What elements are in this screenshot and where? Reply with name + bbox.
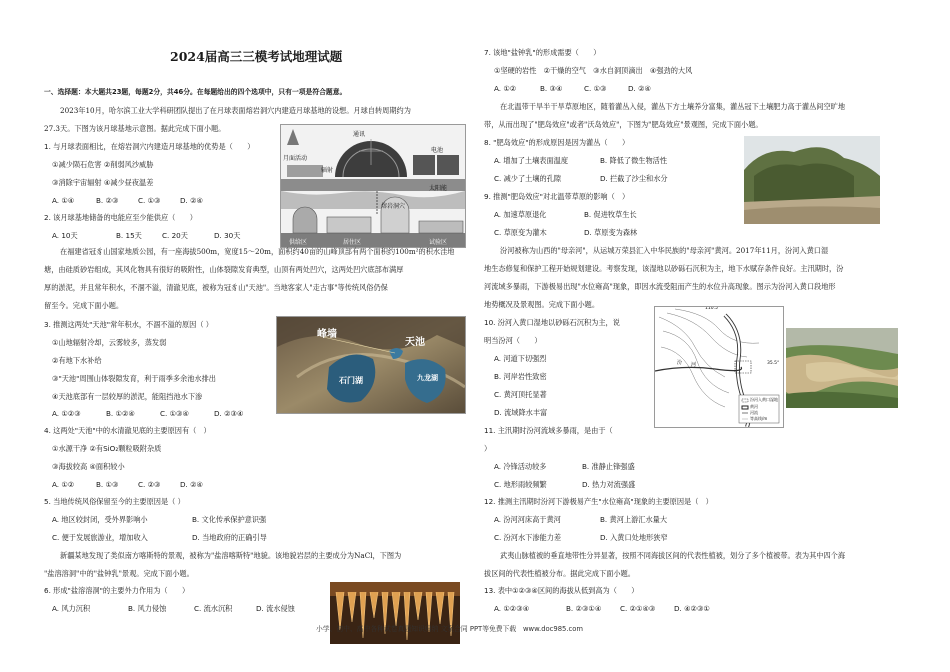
answer-d[interactable]: D. 拦截了沙尘和水分: [600, 174, 668, 183]
answer-b[interactable]: B. ②③: [96, 196, 119, 205]
question-9-stem: 9. 推测"肥岛效应"对北温带草原的影响（ ）: [484, 192, 630, 201]
intro-text: 在福建省冠豸山国家地质公园，有一座海拔500m，宽度15～20m，面积约40亩的山峰顶部有两个面积约100m²的积水洼地: [60, 247, 455, 256]
answer-d[interactable]: D. ④②③①: [674, 604, 710, 613]
fig1-label: 电池: [431, 147, 444, 154]
fig1-label: 辐射: [321, 167, 334, 174]
intro-text: 塘，由硅质砂岩组成，其风化物具有很好的吸附性，山体裂隙发育典型，山顶有两处凹穴，这两处凹穴底部布满厚: [44, 265, 404, 274]
lunar-base-figure: [280, 124, 466, 248]
question-4-option-line: ①水源干净 ②有SiO₂颗粒吸附杂质: [52, 444, 162, 453]
intro-text: 地势概况及景观图。完成下面小题。: [484, 300, 600, 309]
fig2-label: 石门湖: [339, 376, 363, 385]
tianchi-aerial-image: [277, 317, 465, 413]
answer-c[interactable]: C. 草原变为灌木: [494, 228, 547, 237]
fig1-label: 月面活动: [283, 155, 308, 162]
answer-b[interactable]: B. 降低了微生物活性: [600, 156, 668, 165]
fig2-label: 峰墙: [317, 329, 337, 340]
answer-b[interactable]: B. 黄河上游汇水量大: [600, 515, 668, 524]
intro-text: "盐溶溶洞"中的"盐钟乳"景观。完成下面小题。: [44, 569, 194, 578]
salt-stalactite-photo: [330, 582, 460, 644]
question-3-option-line: ③"天池"周围山体裂隙发育，利于雨季多余池水排出: [52, 374, 216, 383]
fertile-island-photo: [744, 136, 880, 224]
answer-b[interactable]: B. 15天: [116, 231, 142, 240]
fen-river-photo: [786, 328, 898, 408]
answer-d[interactable]: D. 流水侵蚀: [256, 604, 295, 613]
question-1-option-line: ③消除宇宙辐射 ④减少昼夜温差: [52, 178, 154, 187]
question-11-stem: 11. 主汛期时汾河流域多暴雨，是由于（: [484, 426, 613, 435]
question-3-stem: 3. 推测这两处"天池"常年积水，不涸不溢的原因（ ）: [44, 320, 213, 329]
answer-c[interactable]: C. 减少了土壤的孔隙: [494, 174, 562, 183]
fig1-label: 太阳能: [429, 185, 448, 192]
intro-text: 汾河被称为山西的"母亲河"，从运城万荣县汇入中华民族的"母亲河"黄河。2017年11月，汾河入黄口湿: [500, 246, 829, 255]
question-3-option-line: ①山地辐射冷却，云雾较多，蒸发弱: [52, 338, 167, 347]
answer-b[interactable]: B. 风力侵蚀: [128, 604, 167, 613]
fig1-label: 试验区: [429, 239, 448, 246]
fig4-label: 河: [691, 362, 697, 368]
answer-c[interactable]: C. ②①④③: [620, 604, 656, 613]
answer-c[interactable]: C. ①③: [138, 196, 161, 205]
salt-stalactite-figure: [330, 582, 460, 644]
intro-text: 在北温带干旱半干旱草原地区，随着灌丛入侵，灌丛下方土壤养分富集，灌丛冠下土壤肥力高于灌丛间空旷地: [500, 102, 846, 111]
intro-text: 27.3天。下图为该月球基地示意图。据此完成下面小题。: [44, 124, 226, 133]
answer-a[interactable]: A. ①②③④: [494, 604, 530, 613]
fen-river-contour-map: [655, 307, 783, 427]
answer-c[interactable]: C. 20天: [162, 231, 188, 240]
intro-text: 留至今。完成下面小题。: [44, 301, 124, 310]
question-2-stem: 2. 该月球基地储备的电能应至少能供应（ ）: [44, 213, 197, 222]
fig2-label: 天池: [405, 337, 425, 348]
fig1-label: 供给区: [289, 239, 308, 246]
fig4-label: 110.5°: [705, 306, 721, 311]
answer-b[interactable]: B. ②③①④: [566, 604, 602, 613]
question-3-option-line: ④天池底部有一层较厚的淤泥，能阻挡池水下渗: [52, 392, 203, 401]
question-13-stem: 13. 表中①②③④区间的海拔从低到高为（ ）: [484, 586, 639, 595]
answer-d[interactable]: D. 入黄口处地形狭窄: [600, 533, 668, 542]
answer-b[interactable]: B. ①③: [96, 480, 119, 489]
question-1-stem: 1. 与月球表面相比，在熔岩洞穴内建造月球基地的优势是（ ）: [44, 142, 255, 151]
fig4-label: 35.5°: [767, 361, 780, 366]
answer-a[interactable]: A. ①②③: [52, 409, 81, 418]
question-5-stem: 5. 当地传统风俗保留至今的主要原因是（ ）: [44, 497, 185, 506]
fig1-label: 通讯: [353, 131, 366, 138]
answer-a[interactable]: A. 10天: [52, 231, 78, 240]
answer-d[interactable]: D. ②④: [180, 196, 203, 205]
intro-text: 新疆某地发现了类似南方喀斯特的景观，被称为"盐溶喀斯特"地貌。该地貌岩层的主要成分为NaCl，下图为: [60, 551, 402, 560]
answer-c[interactable]: C. 汾河水下渗能力差: [494, 533, 562, 542]
answer-c[interactable]: C. ②③: [138, 480, 161, 489]
intro-text: 武夷山脉植被的垂直地带性分异显著，按照不同海拔区间的代表性植被，划分了多个植被带。表为其中四个海: [500, 551, 846, 560]
question-10-stem: 明当汾河（ ）: [484, 336, 542, 345]
question-6-stem: 6. 形成"盐溶溶洞"的主要外力作用为（ ）: [44, 586, 190, 595]
answer-c[interactable]: C. 便于发展旅游业，增加收入: [52, 533, 148, 542]
question-8-stem: 8. "肥岛效应"的形成原因是因为灌丛（ ）: [484, 138, 630, 147]
answer-d[interactable]: D. ②④: [628, 84, 651, 93]
answer-a[interactable]: A. 冷锋活动较多: [494, 462, 547, 471]
answer-a[interactable]: A. 增加了土壤表面温度: [494, 156, 569, 165]
answer-c[interactable]: C. ①③④: [160, 409, 189, 418]
answer-a[interactable]: A. 地区较封闭，受外界影响小: [52, 515, 148, 524]
answer-d[interactable]: D. ②③④: [214, 409, 244, 418]
wetland-aerial-photo: [786, 328, 898, 408]
answer-b[interactable]: B. 文化传承保护意识强: [192, 515, 267, 524]
intro-text: 2023年10月，哈尔滨工业大学科研团队提出了在月球表面熔岩洞穴内建造月球基地的设想。月球自转周期约为: [60, 106, 411, 115]
answer-d[interactable]: D. 当地政府的正确引导: [192, 533, 267, 542]
question-10-stem: 10. 汾河入黄口湿地以砂砾石沉积为主，说: [484, 318, 620, 327]
question-4-option-line: ③海拔较高 ④面积较小: [52, 462, 125, 471]
intro-text: 厚的淤泥，并且常年积水，不涸不溢，清澈见底，被称为冠豸山"天池"。当地客家人"走古事"等传统风俗仍保: [44, 283, 388, 292]
intro-text: 河流域多暴雨，下游极易出现"水位雍高"现象，即因水流受阻而产生的水位升高现象。图示为汾河入黄口段地形: [484, 282, 836, 291]
fig2-label: 九龙湖: [417, 374, 438, 382]
question-11-stem: ）: [484, 444, 492, 453]
question-7-stem: 7. 该地"盐钟乳"的形成需要（ ）: [484, 48, 601, 57]
answer-a[interactable]: A. 加速草原退化: [494, 210, 547, 219]
answer-b[interactable]: B. ①②④: [106, 409, 135, 418]
intro-text: 地生态修复和保护工程开始规划建设。考察发现，该湿地以砂砾石沉积为主，地下水赋存条件良好。主汛期时，汾: [484, 264, 844, 273]
answer-d[interactable]: D. 30天: [214, 231, 241, 240]
section-heading: 一、选择题：本大题共23题，每题2分，共46分。在每题给出的四个选项中，只有一项是符合题意。: [44, 88, 347, 96]
answer-b[interactable]: B. ③④: [540, 84, 563, 93]
fig4-label: 汾河入黄口湿地: [750, 397, 778, 402]
fertile-island-figure: [744, 136, 880, 224]
answer-c[interactable]: C. 黄河顶托显著: [494, 390, 547, 399]
answer-d[interactable]: D. 流域降水丰富: [494, 408, 548, 417]
fig4-label: 等高线/m: [750, 416, 768, 421]
answer-b[interactable]: B. 河岸岩性致密: [494, 372, 547, 381]
intro-text: 拔区间的代表性植被分布。据此完成下面小题。: [484, 569, 635, 578]
question-3-option-line: ②有地下水补给: [52, 356, 102, 365]
question-7-option-line: ①坚硬的岩性 ②干燥的空气 ③水自洞顶滴出 ④强劲的大风: [494, 66, 693, 75]
answer-a[interactable]: A. ①②: [494, 84, 517, 93]
answer-a[interactable]: A. ①④: [52, 196, 75, 205]
fen-river-map: [654, 306, 784, 428]
answer-d[interactable]: D. 草原变为森林: [584, 228, 638, 237]
question-12-stem: 12. 推测主汛期时汾河下游极易产生"水位雍高"现象的主要原因是（ ）: [484, 497, 713, 506]
answer-d[interactable]: D. ②④: [180, 480, 203, 489]
fig4-label: 黄河: [750, 404, 758, 409]
fig4-label: 汾: [677, 360, 683, 366]
answer-c[interactable]: C. ①③: [584, 84, 607, 93]
tianchi-figure: [276, 316, 466, 414]
answer-a[interactable]: A. 风力沉积: [52, 604, 91, 613]
answer-c[interactable]: C. 地形雨较频繁: [494, 480, 547, 489]
answer-c[interactable]: C. 流水沉积: [194, 604, 233, 613]
answer-a[interactable]: A. 河道下切强烈: [494, 354, 547, 363]
fig1-label: 熔岩洞穴: [381, 203, 406, 210]
answer-a[interactable]: A. 汾河河床高于黄河: [494, 515, 561, 524]
page-footer: 小学、初中、高中各种试卷真题知识归纳 文案合同 PPT等免费下载 www.doc985.com: [316, 625, 584, 633]
question-1-option-line: ①减少陨石危害 ②削弱风沙威胁: [52, 160, 154, 169]
answer-d[interactable]: D. 热力对流强盛: [582, 480, 636, 489]
fig4-label: 河流: [750, 410, 758, 415]
answer-b[interactable]: B. 准静止锋强盛: [582, 462, 635, 471]
answer-b[interactable]: B. 促进牧草生长: [584, 210, 637, 219]
answer-a[interactable]: A. ①②: [52, 480, 75, 489]
fig1-label: 居住区: [343, 239, 362, 246]
question-4-stem: 4. 这两处"天池"中的水清澈见底的主要原因有（ ）: [44, 426, 211, 435]
exam-title: 2024届高三三模考试地理试题: [170, 49, 343, 64]
intro-text: 带，从而出现了"肥岛效应"或者"沃岛效应"，下图为"肥岛效应"景观图，完成下面小题。: [484, 120, 763, 129]
